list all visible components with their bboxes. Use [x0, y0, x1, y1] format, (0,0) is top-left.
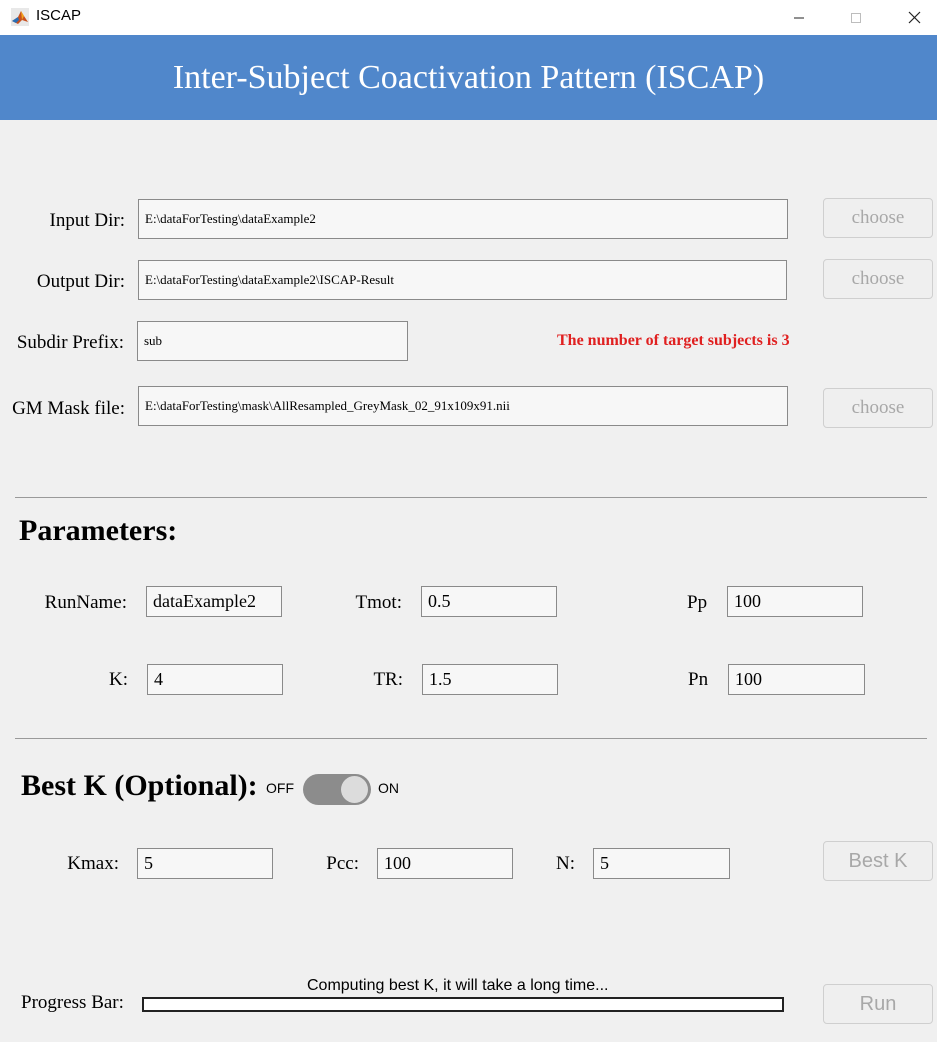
subdir-prefix-label: Subdir Prefix: — [16, 332, 124, 353]
pp-label: Pp — [687, 592, 708, 613]
run-button[interactable]: Run — [823, 984, 933, 1024]
page-title: Inter-Subject Coactivation Pattern (ISCAP) — [172, 58, 765, 96]
output-dir-field[interactable]: E:\dataForTesting\dataExample2\ISCAP-Result — [138, 260, 787, 300]
best-k-toggle[interactable] — [303, 774, 371, 805]
progress-label: Progress Bar: — [21, 992, 124, 1013]
gm-mask-field[interactable]: E:\dataForTesting\mask\AllResampled_GreyMask_02_91x109x91.nii — [138, 386, 788, 426]
input-dir-choose-button[interactable]: choose — [823, 198, 933, 238]
toggle-knob[interactable] — [341, 776, 368, 803]
pcc-field[interactable]: 100 — [377, 848, 513, 879]
n-field[interactable]: 5 — [593, 848, 730, 879]
matlab-icon — [11, 8, 29, 26]
tr-field[interactable]: 1.5 — [422, 664, 558, 695]
input-dir-label: Input Dir: — [49, 210, 125, 231]
progress-bar — [142, 997, 784, 1012]
input-dir-field[interactable]: E:\dataForTesting\dataExample2 — [138, 199, 788, 239]
best-k-title: Best K (Optional): — [21, 769, 258, 802]
gm-mask-choose-button[interactable]: choose — [823, 388, 933, 428]
best-k-button[interactable]: Best K — [823, 841, 933, 881]
k-field[interactable]: 4 — [147, 664, 283, 695]
minimize-button[interactable] — [776, 0, 822, 35]
runname-field[interactable]: dataExample2 — [146, 586, 282, 617]
parameters-title: Parameters: — [19, 514, 178, 547]
pcc-label: Pcc: — [326, 853, 359, 874]
divider — [15, 738, 927, 739]
runname-label: RunName: — [44, 592, 127, 613]
maximize-button[interactable] — [833, 0, 879, 35]
pn-field[interactable]: 100 — [728, 664, 865, 695]
kmax-field[interactable]: 5 — [137, 848, 273, 879]
subjects-status: The number of target subjects is 3 — [557, 332, 790, 349]
toggle-off-label: OFF — [266, 780, 294, 796]
gm-mask-label: GM Mask file: — [12, 398, 125, 419]
subdir-prefix-field[interactable]: sub — [137, 321, 408, 361]
divider — [15, 497, 927, 498]
kmax-label: Kmax: — [67, 853, 119, 874]
pn-label: Pn — [688, 669, 709, 690]
n-label: N: — [556, 853, 575, 874]
tmot-field[interactable]: 0.5 — [421, 586, 557, 617]
header-banner — [0, 35, 937, 120]
window-title: ISCAP — [36, 7, 82, 24]
progress-message: Computing best K, it will take a long time... — [307, 977, 609, 994]
k-label: K: — [109, 669, 128, 690]
output-dir-label: Output Dir: — [36, 271, 125, 292]
tmot-label: Tmot: — [355, 592, 402, 613]
output-dir-choose-button[interactable]: choose — [823, 259, 933, 299]
pp-field[interactable]: 100 — [727, 586, 863, 617]
tr-label: TR: — [373, 669, 403, 690]
close-button[interactable] — [891, 0, 937, 35]
toggle-on-label: ON — [378, 780, 399, 796]
